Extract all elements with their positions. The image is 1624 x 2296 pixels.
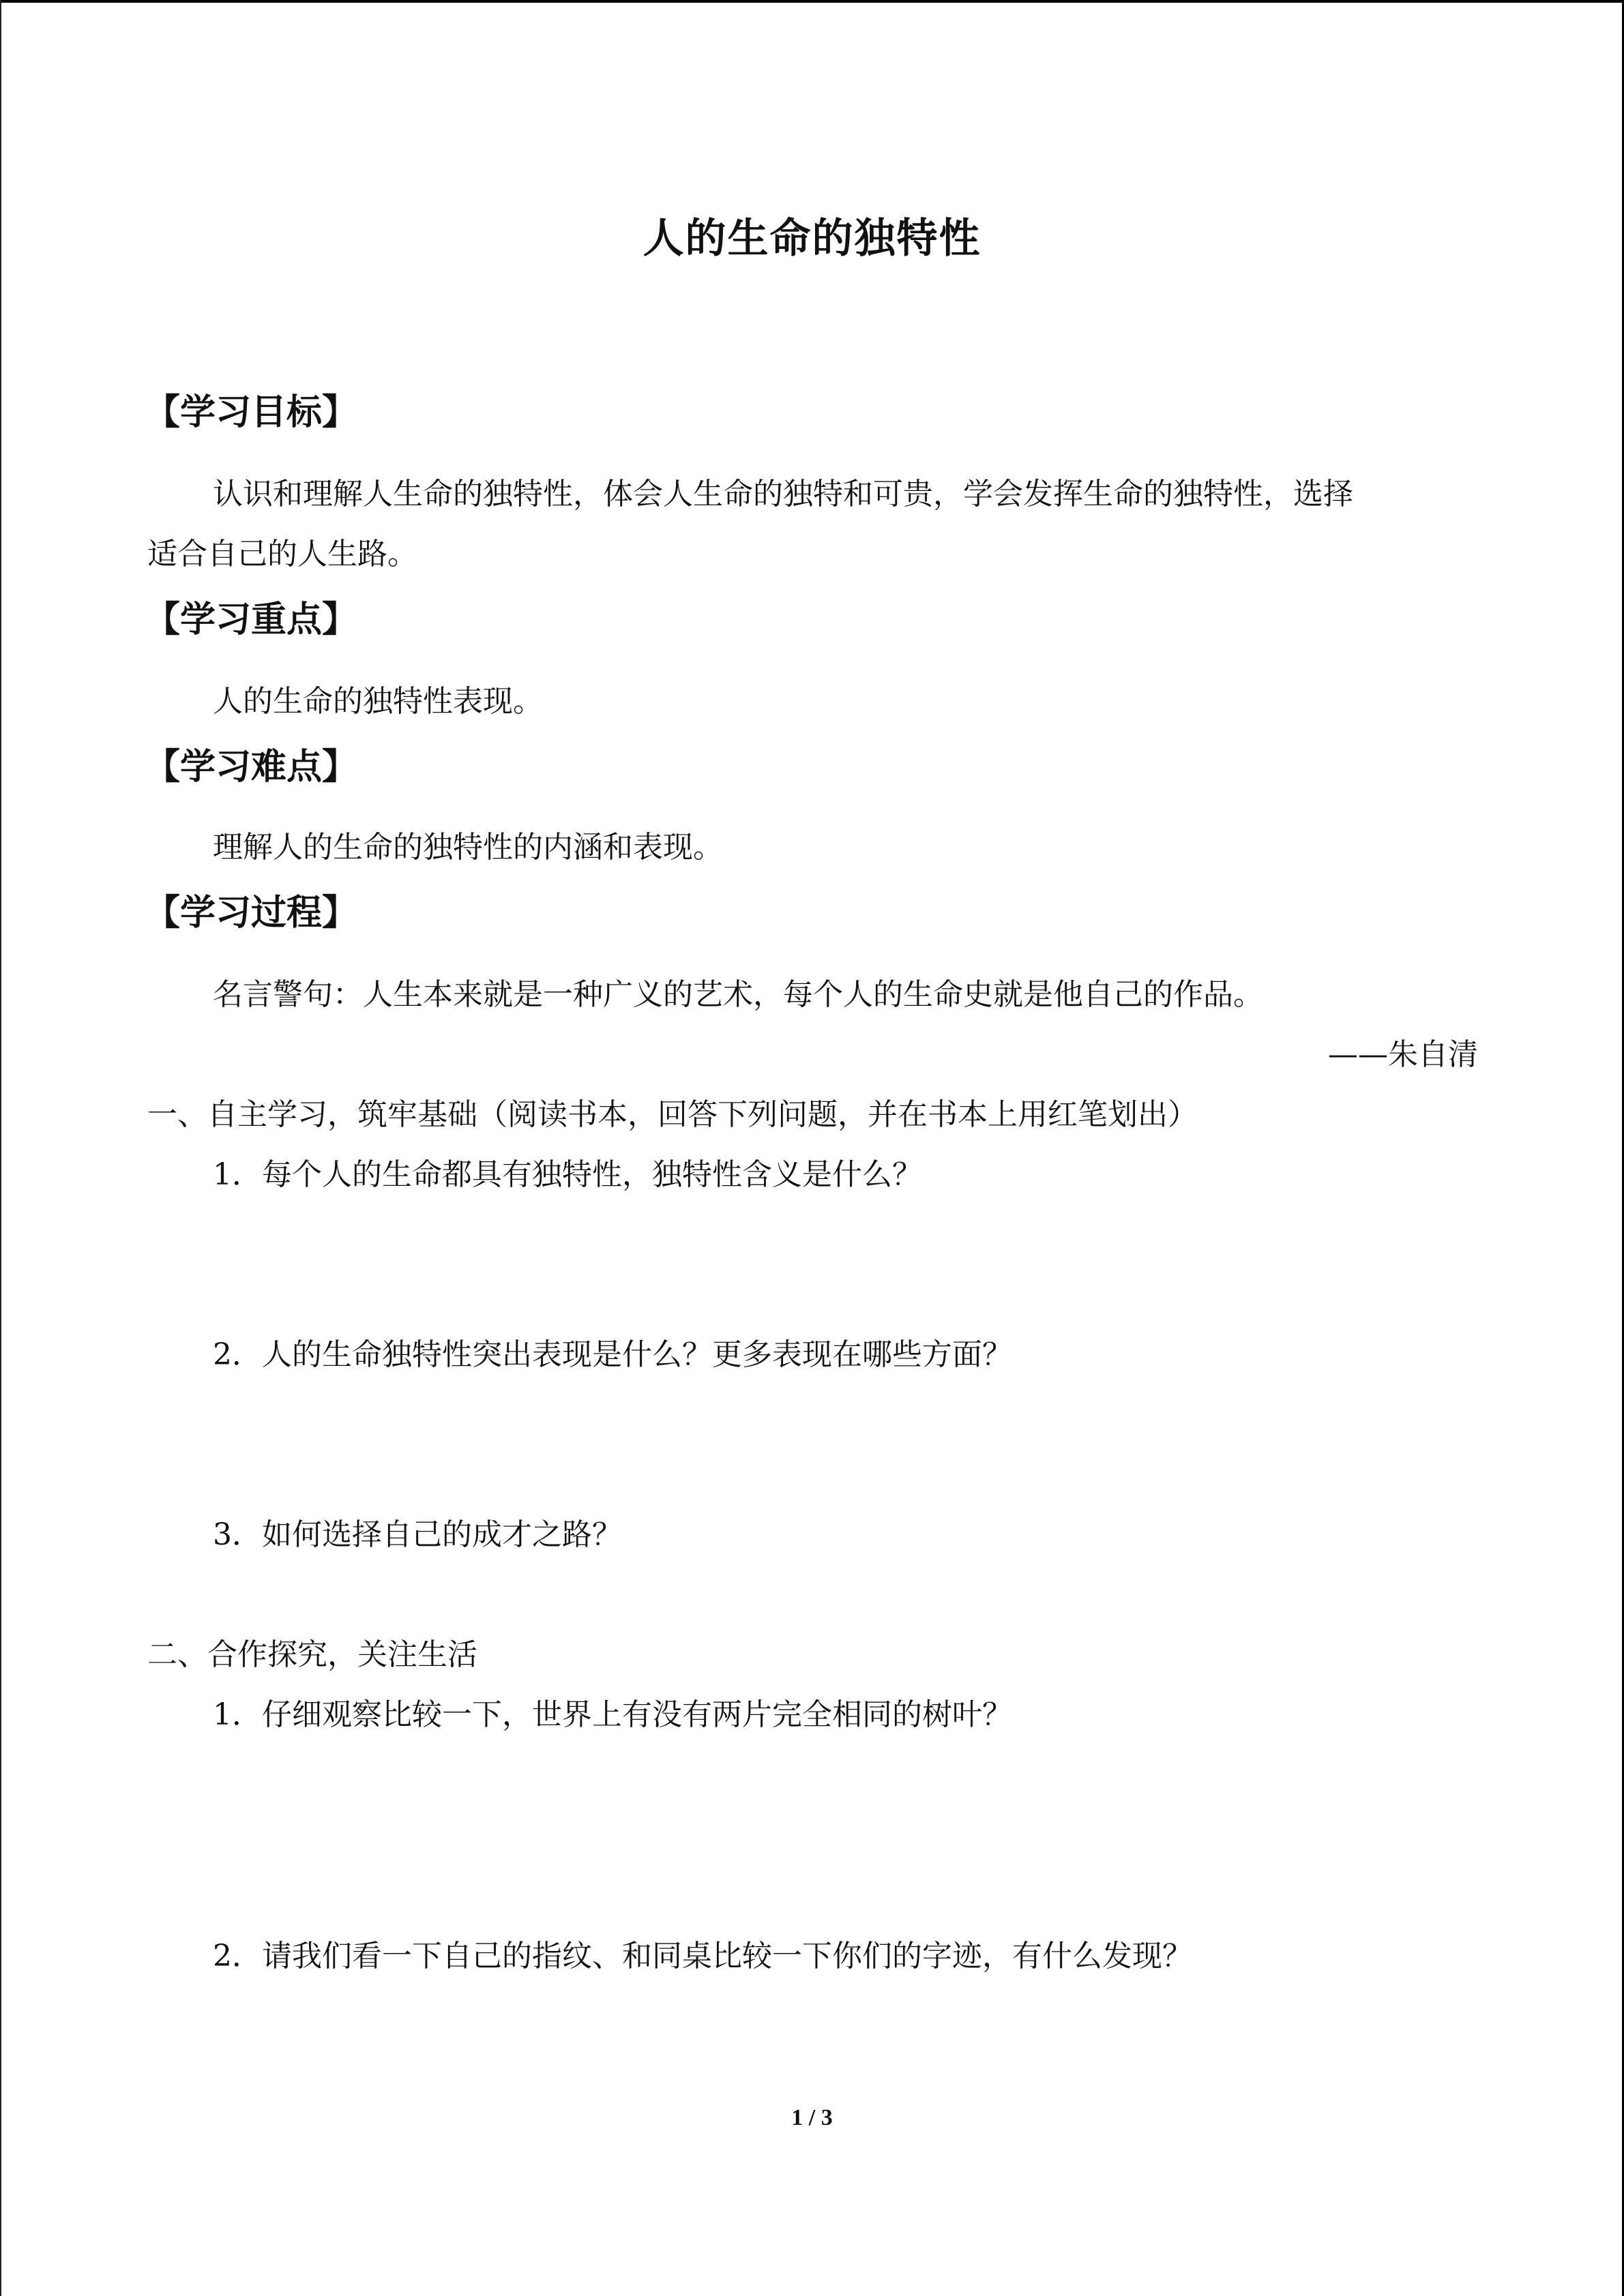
document-title: 人的生命的独特性 [643,215,981,263]
heading-difficulties: 【学习难点】 [145,747,358,788]
key-points-text: 人的生命的独特性表现。 [213,684,543,719]
part1-heading: 一、自主学习，筑牢基础（阅读书本，回答下列问题，并在书本上用红笔划出） [147,1097,1198,1132]
quote-author: ——朱自清 [1328,1037,1478,1072]
part2-heading: 二、合作探究，关注生活 [147,1637,477,1672]
page-number: 1 / 3 [791,2105,833,2130]
part2-question-1: 1．仔细观察比较一下，世界上有没有两片完全相同的树叶？ [213,1697,1012,1732]
objectives-text-line-2: 适合自己的人生路。 [147,537,417,571]
difficulties-text: 理解人的生命的独特性的内涵和表现。 [213,830,723,865]
heading-learning-process: 【学习过程】 [145,893,358,934]
part1-question-1: 1．每个人的生命都具有独特性，独特性含义是什么？ [213,1157,922,1192]
heading-key-points: 【学习重点】 [145,599,358,640]
part2-question-2: 2．请我们看一下自己的指纹、和同桌比较一下你们的字迹，有什么发现？ [213,1939,1192,1973]
heading-learning-objectives: 【学习目标】 [145,392,358,433]
page-left-border [0,0,1,2296]
objectives-text-line-1: 认识和理解人生命的独特性，体会人生命的独特和可贵，学会发挥生命的独特性，选择 [213,477,1353,511]
famous-quote: 名言警句：人生本来就是一种广义的艺术，每个人的生命史就是他自己的作品。 [213,977,1263,1012]
page-top-border [0,0,1624,3]
part1-question-3: 3．如何选择自己的成才之路？ [213,1517,622,1552]
part1-question-2: 2．人的生命独特性突出表现是什么？更多表现在哪些方面？ [213,1337,1012,1372]
